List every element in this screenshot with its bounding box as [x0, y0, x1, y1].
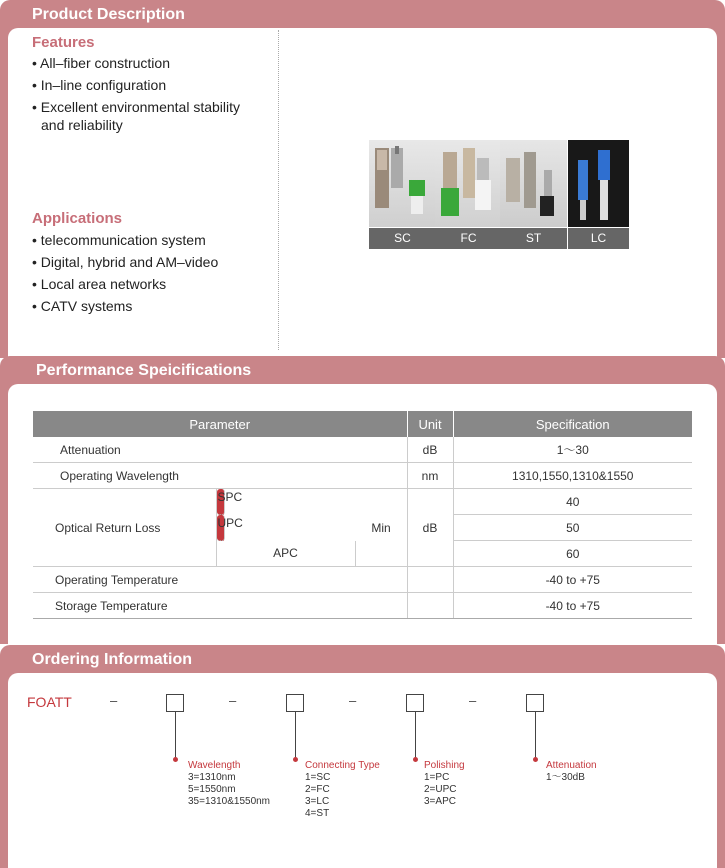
attenuation-legend: Attenuation 1～30dB — [546, 760, 597, 783]
lc-connector-image — [568, 140, 629, 227]
application-item: • telecommunication system — [32, 232, 206, 248]
table-header-row — [33, 411, 692, 437]
feature-item: • All–fiber construction — [32, 55, 170, 71]
table-row: Storage Temperature -40 to +75 — [33, 593, 692, 619]
sc-connector-image — [369, 140, 436, 227]
connector-photo-lc: LC — [568, 140, 635, 248]
table-row: Operating Wavelength nm 1310,1550,1310&1550 — [33, 463, 692, 489]
connector-photo-sc: SC — [369, 140, 436, 248]
separator-dash: – — [110, 693, 118, 708]
column-header: Specification — [453, 411, 692, 437]
table-row: Operating Temperature -40 to +75 — [33, 567, 692, 593]
column-header: Unit — [407, 411, 453, 437]
st-connector-image — [500, 140, 567, 227]
connector-dot — [413, 757, 418, 762]
feature-item: • Excellent environmental stability — [32, 99, 241, 115]
ordering-panel — [0, 645, 725, 868]
column-header: Parameter — [33, 411, 407, 437]
application-item: • CATV systems — [32, 298, 133, 314]
application-item: • Local area networks — [32, 276, 167, 292]
connector-line — [415, 712, 416, 760]
order-code: FOATT — [27, 694, 72, 710]
attenuation-code-box — [526, 694, 544, 712]
feature-item: and reliability — [41, 117, 123, 133]
connector-photo-st: ST — [500, 140, 567, 248]
polishing-code-box — [406, 694, 424, 712]
feature-item: • In–line configuration — [32, 77, 167, 93]
connecting-type-legend: Connecting Type 1=SC 2=FC 3=LC 4=ST — [305, 760, 380, 819]
divider — [278, 30, 279, 350]
connecting-code-box — [286, 694, 304, 712]
wavelength-legend: Wavelength 3=1310nm 5=1550nm 35=1310&1550nm — [188, 760, 271, 807]
connector-dot — [533, 757, 538, 762]
table-row: Optical Return Loss SPC Min dB 40 — [33, 489, 692, 515]
separator-dash: – — [229, 693, 237, 708]
connector-dot — [173, 757, 178, 762]
features-title: Features — [32, 34, 95, 51]
fc-connector-image — [435, 140, 502, 227]
connector-photo-fc: FC — [435, 140, 502, 248]
performance-header: Performance Speicifications — [36, 362, 252, 379]
separator-dash: – — [349, 693, 357, 708]
separator-dash: – — [469, 693, 477, 708]
applications-title: Applications — [32, 210, 123, 227]
ordering-header: Ordering Information — [32, 651, 192, 668]
application-item: • Digital, hybrid and AM–video — [32, 254, 219, 270]
wavelength-code-box — [166, 694, 184, 712]
table-row: APC 60 — [33, 541, 692, 567]
table-row: Attenuation dB 1～30 — [33, 437, 692, 463]
spec-table — [33, 411, 692, 619]
product-description-header: Product Description — [32, 6, 185, 23]
connector-line — [295, 712, 296, 760]
connector-line — [535, 712, 536, 760]
connector-dot — [293, 757, 298, 762]
polishing-legend: Polishing 1=PC 2=UPC 3=APC — [424, 760, 465, 807]
connector-line — [175, 712, 176, 760]
table-row: UPC 50 — [33, 515, 692, 541]
